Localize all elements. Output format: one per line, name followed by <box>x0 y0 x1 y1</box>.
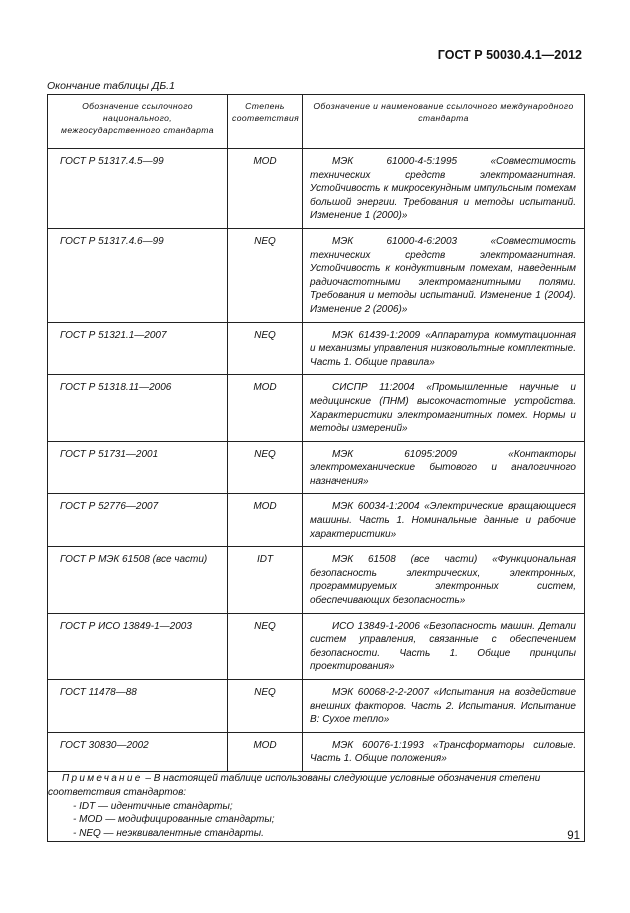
table-note <box>48 771 585 841</box>
table-row <box>48 494 585 547</box>
table-row <box>48 613 585 679</box>
table-caption: Окончание таблицы ДБ.1 <box>47 80 175 92</box>
international-standard-cell: СИСПР 11:2004 «Промышленные научные и медицинские (ПНМ) высокочастотные устройства. Характеристики электромагнитных помех. Нормы и методы измерений» <box>303 375 585 441</box>
table-body <box>48 149 585 772</box>
national-standard-cell: ГОСТ Р 51317.4.5—99 <box>48 149 228 229</box>
conformity-degree-cell: NEQ <box>228 441 303 494</box>
note-label: Примечание <box>62 772 143 784</box>
national-standard-cell: ГОСТ Р 51731—2001 <box>48 441 228 494</box>
international-standard-cell: МЭК 61508 (все части) «Функциональная безопасность электрических, электронных, программируемых электронных систем, обеспечивающих безопасность» <box>303 547 585 613</box>
table-row <box>48 228 585 322</box>
national-standard-cell: ГОСТ 11478—88 <box>48 680 228 733</box>
national-standard-cell: ГОСТ 30830—2002 <box>48 732 228 771</box>
table-row <box>48 149 585 229</box>
national-standard-cell: ГОСТ Р 51321.1—2007 <box>48 322 228 375</box>
column-header-international: Обозначение и наименование ссылочного международного стандарта <box>303 95 585 149</box>
conformity-degree-cell: NEQ <box>228 322 303 375</box>
international-standard-cell: МЭК 61000-4-5:1995 «Совместимость технических средств электромагнитная. Устойчивость к микросекундным импульсным помехам большой энергии. Требования и методы испытаний. Изменение 1 (2000)» <box>303 149 585 229</box>
table-row <box>48 732 585 771</box>
note-item-neq: - NEQ — неэквивалентные стандарты. <box>73 828 264 840</box>
conformity-degree-cell: NEQ <box>228 228 303 322</box>
international-standard-cell: МЭК 60076-1:1993 «Трансформаторы силовые. Часть 1. Общие положения» <box>303 732 585 771</box>
note-text: – В настоящей таблице использованы следующие условные обозначения степени соответствия стандартов: <box>48 772 541 798</box>
table-row <box>48 547 585 613</box>
document-code: ГОСТ Р 50030.4.1—2012 <box>437 48 582 62</box>
table-header-row <box>48 95 585 149</box>
national-standard-cell: ГОСТ Р 52776—2007 <box>48 494 228 547</box>
conformity-degree-cell: MOD <box>228 494 303 547</box>
international-standard-cell: МЭК 60068-2-2-2007 «Испытания на воздействие внешних факторов. Часть 2. Испытания. Испытание В: Сухое тепло» <box>303 680 585 733</box>
conformity-degree-cell: NEQ <box>228 613 303 679</box>
table-row <box>48 322 585 375</box>
conformity-degree-cell: IDT <box>228 547 303 613</box>
national-standard-cell: ГОСТ Р ИСО 13849-1—2003 <box>48 613 228 679</box>
international-standard-cell: МЭК 61000-4-6:2003 «Совместимость технических средств электромагнитная. Устойчивость к кондуктивным помехам, наведенным радиочастотными электромагнитными полями. Требования и методы испытаний. Изменение 1 (2004). Изменение 2 (2006)» <box>303 228 585 322</box>
national-standard-cell: ГОСТ Р МЭК 61508 (все части) <box>48 547 228 613</box>
international-standard-cell: ИСО 13849-1-2006 «Безопасность машин. Детали систем управления, связанные с обеспечением безопасности. Часть 1. Общие принципы проектирования» <box>303 613 585 679</box>
conformity-degree-cell: MOD <box>228 732 303 771</box>
page-number: 91 <box>567 830 580 842</box>
note-row <box>48 771 585 841</box>
column-header-national: Обозначение ссылочного национального, межгосударственного стандарта <box>48 95 228 149</box>
national-standard-cell: ГОСТ Р 51317.4.6—99 <box>48 228 228 322</box>
conformity-degree-cell: MOD <box>228 375 303 441</box>
international-standard-cell: МЭК 61095:2009 «Контакторы электромеханические бытового и аналогичного назначения» <box>303 441 585 494</box>
conformity-degree-cell: MOD <box>228 149 303 229</box>
national-standard-cell: ГОСТ Р 51318.11—2006 <box>48 375 228 441</box>
note-item-mod: - MOD — модифицированные стандарты; <box>73 814 275 826</box>
table-row <box>48 441 585 494</box>
table-row <box>48 680 585 733</box>
note-intro <box>48 772 584 800</box>
conformity-degree-cell: NEQ <box>228 680 303 733</box>
column-header-degree: Степень соответствия <box>228 95 303 149</box>
table-row <box>48 375 585 441</box>
international-standard-cell: МЭК 61439-1:2009 «Аппаратура коммутационная и механизмы управления низковольтные комплектные. Часть 1. Общие правила» <box>303 322 585 375</box>
reference-standards-table <box>47 94 585 842</box>
note-item-idt: - IDT — идентичные стандарты; <box>73 800 233 812</box>
international-standard-cell: МЭК 60034-1:2004 «Электрические вращающиеся машины. Часть 1. Номинальные данные и рабочие характеристики» <box>303 494 585 547</box>
